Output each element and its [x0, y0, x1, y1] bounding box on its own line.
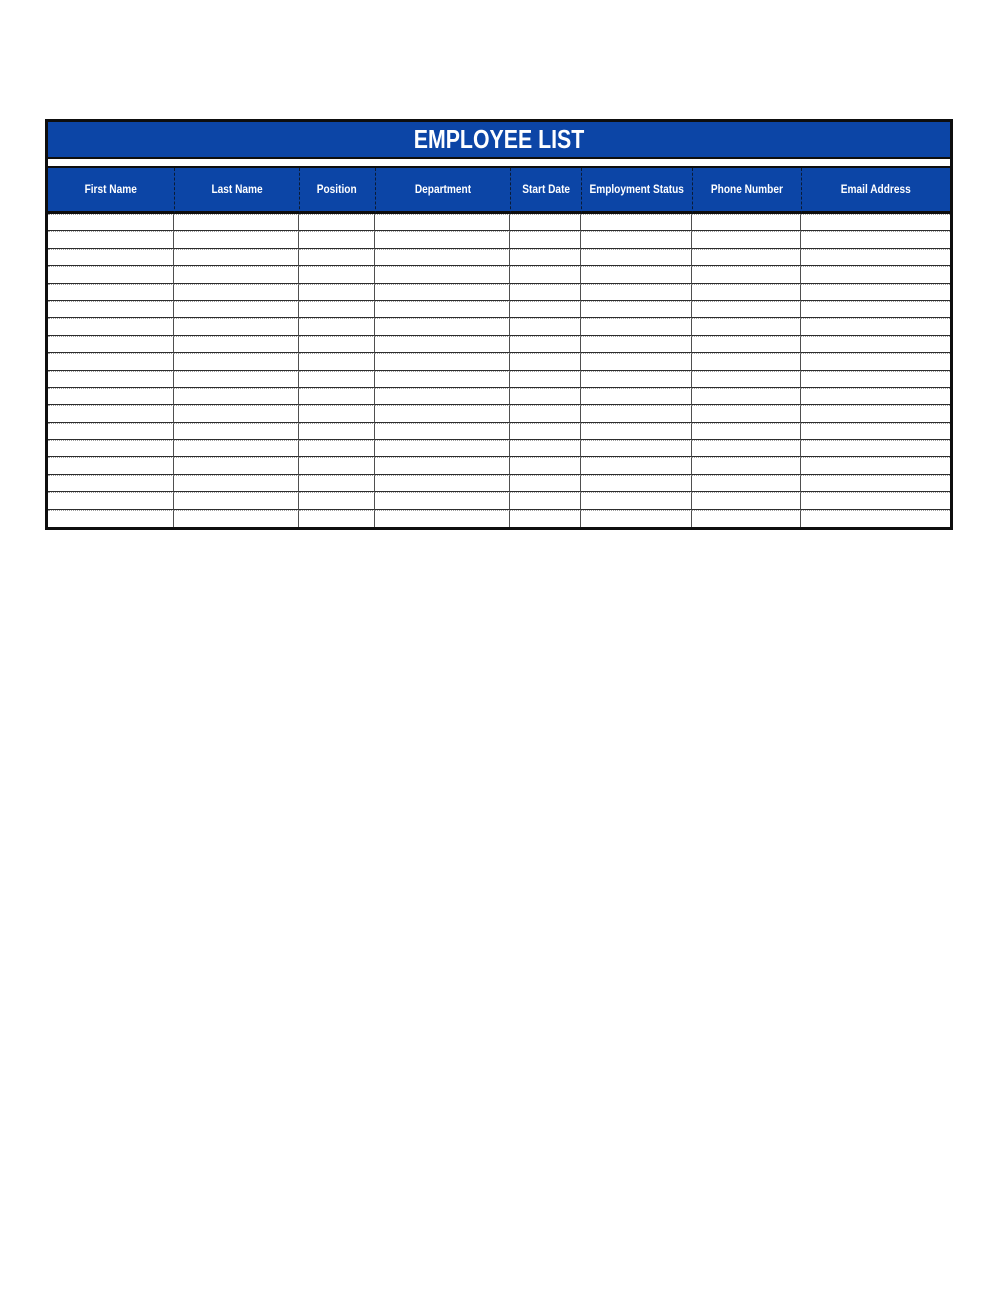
table-row [48, 284, 950, 301]
table-cell-start-date[interactable] [510, 457, 581, 474]
table-row [48, 318, 950, 335]
table-cell-email-address[interactable] [801, 510, 950, 527]
table-cell-phone-number[interactable] [692, 284, 801, 301]
table-row [48, 336, 950, 353]
table-cell-first-name[interactable] [48, 301, 174, 318]
employee-table [48, 168, 950, 527]
table-cell-email-address[interactable] [801, 318, 950, 335]
table-cell-position[interactable] [299, 405, 375, 422]
table-cell-phone-number[interactable] [692, 336, 801, 353]
table-cell-first-name[interactable] [48, 405, 174, 422]
table-cell-first-name[interactable] [48, 510, 174, 527]
table-cell-start-date[interactable] [510, 249, 581, 266]
title-spacer [48, 159, 950, 168]
table-cell-email-address[interactable] [801, 457, 950, 474]
table-cell-phone-number[interactable] [692, 371, 801, 388]
table-cell-last-name[interactable] [174, 336, 298, 353]
table-row [48, 249, 950, 266]
table-cell-first-name[interactable] [48, 231, 174, 248]
table-cell-department[interactable] [375, 371, 510, 388]
table-cell-start-date[interactable] [510, 388, 581, 405]
table-cell-department[interactable] [375, 336, 510, 353]
table-row [48, 457, 950, 474]
table-cell-position[interactable] [299, 388, 375, 405]
table-cell-position[interactable] [299, 475, 375, 492]
table-row [48, 266, 950, 283]
table-cell-start-date[interactable] [510, 510, 581, 527]
table-row [48, 423, 950, 440]
table-cell-phone-number[interactable] [692, 388, 801, 405]
table-cell-employment-status[interactable] [581, 440, 692, 457]
table-title: EMPLOYEE LIST [413, 124, 585, 154]
table-row [48, 388, 950, 405]
table-cell-phone-number[interactable] [692, 214, 801, 231]
table-cell-email-address[interactable] [801, 371, 950, 388]
table-cell-first-name[interactable] [48, 388, 174, 405]
table-cell-employment-status[interactable] [581, 492, 692, 509]
table-cell-phone-number[interactable] [692, 266, 801, 283]
table-cell-start-date[interactable] [510, 336, 581, 353]
table-cell-phone-number[interactable] [692, 318, 801, 335]
table-cell-start-date[interactable] [510, 353, 581, 370]
table-row [48, 231, 950, 248]
table-header-row [48, 168, 950, 214]
table-cell-last-name[interactable] [174, 510, 298, 527]
table-title-banner [48, 122, 950, 159]
table-cell-start-date[interactable] [510, 301, 581, 318]
table-cell-position[interactable] [299, 266, 375, 283]
table-cell-last-name[interactable] [174, 353, 298, 370]
table-cell-last-name[interactable] [174, 284, 298, 301]
table-cell-position[interactable] [299, 284, 375, 301]
table-cell-first-name[interactable] [48, 353, 174, 370]
table-cell-first-name[interactable] [48, 336, 174, 353]
table-cell-department[interactable] [375, 492, 510, 509]
table-cell-first-name[interactable] [48, 423, 174, 440]
column-header-employment-status [581, 168, 692, 214]
table-cell-last-name[interactable] [174, 492, 298, 509]
table-cell-last-name[interactable] [174, 423, 298, 440]
table-cell-phone-number[interactable] [692, 475, 801, 492]
table-cell-position[interactable] [299, 371, 375, 388]
column-header-start-date [510, 168, 581, 214]
table-row [48, 214, 950, 231]
table-cell-department[interactable] [375, 440, 510, 457]
table-cell-phone-number[interactable] [692, 510, 801, 527]
column-header-label: Department [414, 183, 471, 196]
table-cell-position[interactable] [299, 231, 375, 248]
table-cell-start-date[interactable] [510, 318, 581, 335]
table-cell-first-name[interactable] [48, 266, 174, 283]
table-cell-position[interactable] [299, 492, 375, 509]
table-cell-last-name[interactable] [174, 318, 298, 335]
table-cell-last-name[interactable] [174, 301, 298, 318]
table-cell-position[interactable] [299, 423, 375, 440]
column-header-label: Phone Number [711, 183, 784, 196]
table-cell-phone-number[interactable] [692, 301, 801, 318]
column-header-department [375, 168, 510, 214]
column-header-email-address [801, 168, 950, 214]
column-header-label: Position [317, 183, 358, 196]
table-cell-start-date[interactable] [510, 231, 581, 248]
table-cell-employment-status[interactable] [581, 388, 692, 405]
table-cell-first-name[interactable] [48, 475, 174, 492]
table-cell-position[interactable] [299, 353, 375, 370]
table-row [48, 371, 950, 388]
table-cell-department[interactable] [375, 353, 510, 370]
table-cell-phone-number[interactable] [692, 457, 801, 474]
table-cell-position[interactable] [299, 440, 375, 457]
table-cell-last-name[interactable] [174, 249, 298, 266]
table-cell-start-date[interactable] [510, 440, 581, 457]
table-cell-position[interactable] [299, 510, 375, 527]
table-cell-department[interactable] [375, 510, 510, 527]
table-cell-department[interactable] [375, 249, 510, 266]
table-cell-start-date[interactable] [510, 475, 581, 492]
table-cell-last-name[interactable] [174, 388, 298, 405]
table-cell-email-address[interactable] [801, 405, 950, 422]
table-row [48, 510, 950, 527]
table-cell-department[interactable] [375, 214, 510, 231]
table-cell-employment-status[interactable] [581, 231, 692, 248]
table-cell-department[interactable] [375, 231, 510, 248]
table-row [48, 492, 950, 509]
table-cell-start-date[interactable] [510, 371, 581, 388]
table-cell-first-name[interactable] [48, 284, 174, 301]
table-cell-start-date[interactable] [510, 214, 581, 231]
table-cell-employment-status[interactable] [581, 284, 692, 301]
table-cell-department[interactable] [375, 457, 510, 474]
table-cell-first-name[interactable] [48, 492, 174, 509]
employee-list-table [45, 119, 953, 530]
column-header-label: First Name [84, 183, 138, 196]
table-cell-phone-number[interactable] [692, 492, 801, 509]
column-header-first-name [48, 168, 174, 214]
table-row [48, 405, 950, 422]
table-cell-employment-status[interactable] [581, 318, 692, 335]
table-row [48, 475, 950, 492]
table-cell-email-address[interactable] [801, 249, 950, 266]
column-header-label: Email Address [841, 183, 912, 196]
table-cell-email-address[interactable] [801, 336, 950, 353]
table-cell-position[interactable] [299, 336, 375, 353]
table-cell-email-address[interactable] [801, 388, 950, 405]
table-cell-start-date[interactable] [510, 492, 581, 509]
table-cell-last-name[interactable] [174, 405, 298, 422]
table-cell-employment-status[interactable] [581, 423, 692, 440]
table-cell-employment-status[interactable] [581, 266, 692, 283]
table-cell-last-name[interactable] [174, 457, 298, 474]
table-cell-department[interactable] [375, 405, 510, 422]
table-cell-phone-number[interactable] [692, 249, 801, 266]
table-cell-employment-status[interactable] [581, 249, 692, 266]
table-cell-last-name[interactable] [174, 475, 298, 492]
table-cell-position[interactable] [299, 301, 375, 318]
table-cell-department[interactable] [375, 266, 510, 283]
table-cell-email-address[interactable] [801, 353, 950, 370]
table-cell-employment-status[interactable] [581, 353, 692, 370]
table-cell-email-address[interactable] [801, 492, 950, 509]
table-cell-first-name[interactable] [48, 457, 174, 474]
table-cell-email-address[interactable] [801, 266, 950, 283]
table-cell-first-name[interactable] [48, 249, 174, 266]
table-cell-last-name[interactable] [174, 231, 298, 248]
table-cell-department[interactable] [375, 301, 510, 318]
column-header-label: Start Date [522, 183, 570, 196]
table-row [48, 301, 950, 318]
table-cell-department[interactable] [375, 388, 510, 405]
table-cell-first-name[interactable] [48, 440, 174, 457]
table-cell-employment-status[interactable] [581, 214, 692, 231]
table-cell-email-address[interactable] [801, 214, 950, 231]
table-cell-department[interactable] [375, 318, 510, 335]
table-cell-phone-number[interactable] [692, 231, 801, 248]
table-cell-phone-number[interactable] [692, 440, 801, 457]
column-header-phone-number [692, 168, 801, 214]
table-cell-employment-status[interactable] [581, 475, 692, 492]
table-cell-department[interactable] [375, 475, 510, 492]
table-row [48, 440, 950, 457]
table-cell-start-date[interactable] [510, 405, 581, 422]
table-cell-employment-status[interactable] [581, 457, 692, 474]
table-cell-email-address[interactable] [801, 284, 950, 301]
column-header-last-name [174, 168, 298, 214]
table-cell-phone-number[interactable] [692, 405, 801, 422]
table-cell-email-address[interactable] [801, 301, 950, 318]
table-cell-last-name[interactable] [174, 440, 298, 457]
table-cell-position[interactable] [299, 214, 375, 231]
table-cell-last-name[interactable] [174, 266, 298, 283]
column-header-label: Employment Status [589, 183, 685, 196]
table-cell-phone-number[interactable] [692, 353, 801, 370]
table-cell-start-date[interactable] [510, 284, 581, 301]
table-cell-email-address[interactable] [801, 423, 950, 440]
table-cell-department[interactable] [375, 284, 510, 301]
table-cell-department[interactable] [375, 423, 510, 440]
table-row [48, 353, 950, 370]
table-cell-last-name[interactable] [174, 214, 298, 231]
table-cell-email-address[interactable] [801, 440, 950, 457]
column-header-position [299, 168, 375, 214]
table-cell-last-name[interactable] [174, 371, 298, 388]
table-cell-position[interactable] [299, 457, 375, 474]
table-cell-employment-status[interactable] [581, 405, 692, 422]
table-cell-employment-status[interactable] [581, 301, 692, 318]
table-cell-start-date[interactable] [510, 423, 581, 440]
table-cell-email-address[interactable] [801, 475, 950, 492]
table-cell-first-name[interactable] [48, 371, 174, 388]
table-cell-employment-status[interactable] [581, 510, 692, 527]
table-cell-position[interactable] [299, 318, 375, 335]
table-body [48, 214, 950, 527]
table-cell-employment-status[interactable] [581, 371, 692, 388]
table-cell-employment-status[interactable] [581, 336, 692, 353]
column-header-label: Last Name [211, 183, 263, 196]
table-cell-email-address[interactable] [801, 231, 950, 248]
table-cell-position[interactable] [299, 249, 375, 266]
table-cell-first-name[interactable] [48, 214, 174, 231]
table-cell-first-name[interactable] [48, 318, 174, 335]
table-cell-start-date[interactable] [510, 266, 581, 283]
table-cell-phone-number[interactable] [692, 423, 801, 440]
